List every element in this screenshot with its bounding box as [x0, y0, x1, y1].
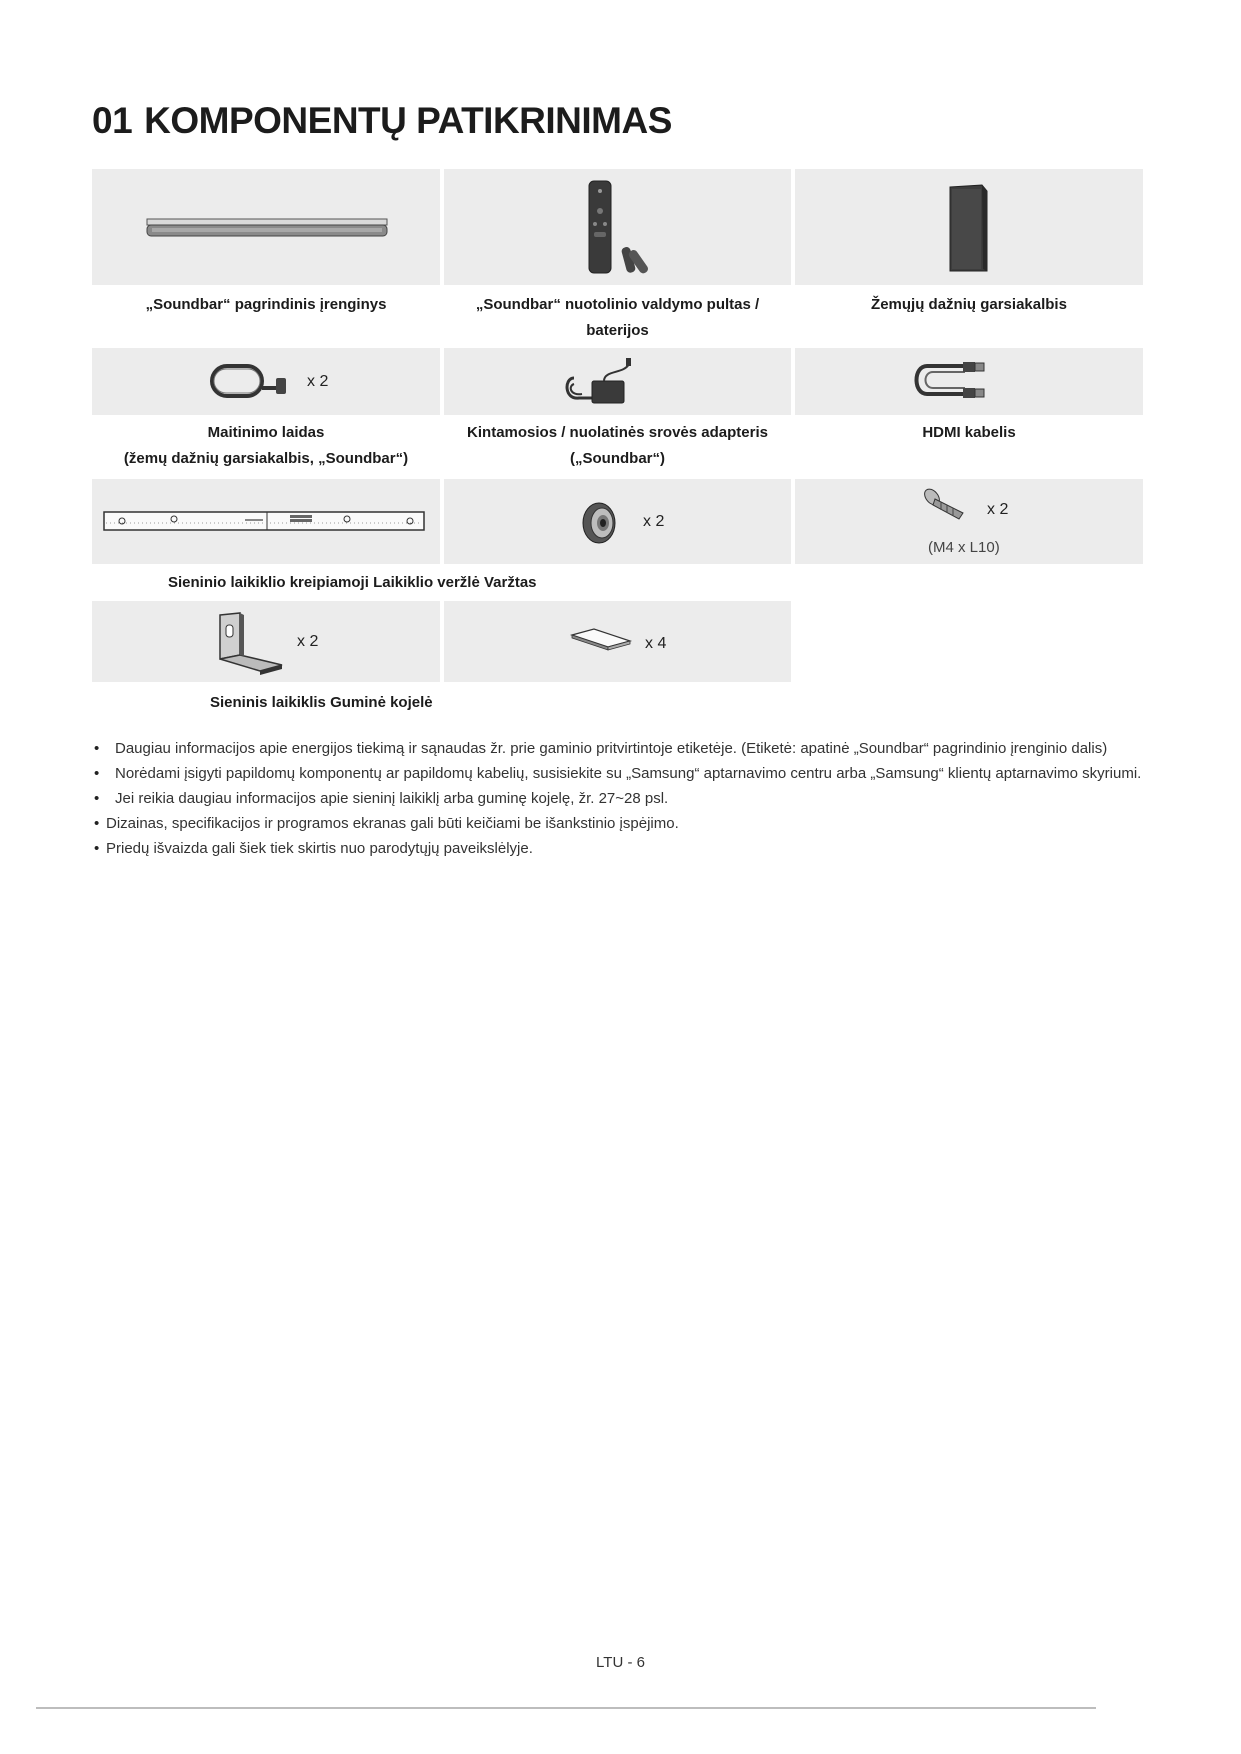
notes-list	[92, 736, 1152, 861]
rubber-foot-image-cell	[444, 601, 791, 682]
soundbar-illustration	[92, 169, 440, 285]
wall-guide-image-cell	[92, 479, 440, 564]
soundbar-image-cell	[92, 169, 440, 285]
wall-bracket-image-cell	[92, 601, 440, 682]
subwoofer-caption: Žemųjų dažnių garsiakalbis	[871, 296, 1067, 313]
hdmi-caption: HDMI kabelis	[922, 424, 1016, 441]
note-item: • Priedų išvaizda gali šiek tiek skirtis nuo parodytųjų paveikslėlyje.	[92, 836, 1152, 861]
remote-illustration	[444, 169, 791, 285]
screw-spec: (M4 x L10)	[928, 539, 1000, 556]
note-item: • Dizainas, specifikacijos ir programos ekranas gali būti keičiami be išankstinio įspėjimo.	[92, 811, 1152, 836]
wall-bracket-qty: x 2	[297, 633, 319, 650]
footer-divider	[36, 1707, 1096, 1709]
adapter-image-cell	[444, 348, 791, 415]
row3-caption	[168, 570, 568, 596]
chapter-title: KOMPONENTŲ PATIKRINIMAS	[144, 100, 672, 141]
rubber-foot-caption: Guminė kojelė	[330, 694, 433, 711]
rubber-foot-qty: x 4	[645, 635, 667, 652]
page-number: LTU - 6	[596, 1654, 645, 1671]
rubber-foot-illustration	[444, 601, 791, 682]
adapter-illustration	[444, 348, 791, 415]
power-cord-qty: x 2	[307, 373, 329, 390]
page-title	[92, 100, 672, 142]
wall-bracket-illustration	[92, 601, 440, 682]
wall-guide-illustration	[92, 479, 440, 564]
remote-caption-line2: baterijos	[586, 322, 649, 339]
adapter-caption-line1: Kintamosios / nuolatinės srovės adapteris	[467, 424, 768, 441]
power-cord-caption	[92, 420, 440, 472]
remote-caption	[444, 292, 791, 344]
screw-caption: Varžtas	[483, 574, 537, 591]
power-cord-caption-line2: (žemų dažnių garsiakalbis, „Soundbar“)	[123, 450, 409, 467]
adapter-caption-line2: („Soundbar“)	[570, 450, 665, 467]
adapter-caption	[444, 420, 791, 472]
remote-image-cell	[444, 169, 791, 285]
wall-bracket-caption: Sieninis laikiklis	[210, 694, 326, 711]
chapter-number: 01	[92, 100, 133, 141]
subwoofer-illustration	[795, 169, 1143, 285]
power-cord-image-cell	[92, 348, 440, 415]
screw-qty: x 2	[987, 501, 1009, 518]
hdmi-illustration	[795, 348, 1143, 415]
subwoofer-image-cell	[795, 169, 1143, 285]
wall-guide-caption: Sieninio laikiklio kreipiamoji	[168, 574, 369, 591]
remote-caption-line1: „Soundbar“ nuotolinio valdymo pultas /	[475, 296, 760, 313]
note-item: • Jei reikia daugiau informacijos apie sieninį laikiklį arba guminę kojelę, žr. 27~28 psl.	[92, 786, 1152, 811]
hdmi-image-cell	[795, 348, 1143, 415]
holder-nut-illustration	[444, 479, 791, 564]
holder-nut-caption: Laikiklio veržlė	[373, 574, 480, 591]
row4-caption	[210, 690, 510, 716]
holder-nut-image-cell	[444, 479, 791, 564]
power-cord-illustration	[92, 348, 440, 415]
note-item: • Daugiau informacijos apie energijos tiekimą ir sąnaudas žr. prie gaminio pritvirtintoje etiketėje. (Etiketė: apatinė „Soundbar“ pagrindinio įrenginio dalis)	[92, 736, 1152, 761]
note-item: • Norėdami įsigyti papildomų komponentų ar papildomų kabelių, susisiekite su „Samsung“ aptarnavimo centru arba „Samsung“ klientų aptarnavimo skyriumi.	[92, 761, 1152, 786]
power-cord-caption-line1: Maitinimo laidas	[207, 424, 325, 441]
soundbar-caption: „Soundbar“ pagrindinis įrenginys	[145, 296, 387, 313]
holder-nut-qty: x 2	[643, 513, 665, 530]
